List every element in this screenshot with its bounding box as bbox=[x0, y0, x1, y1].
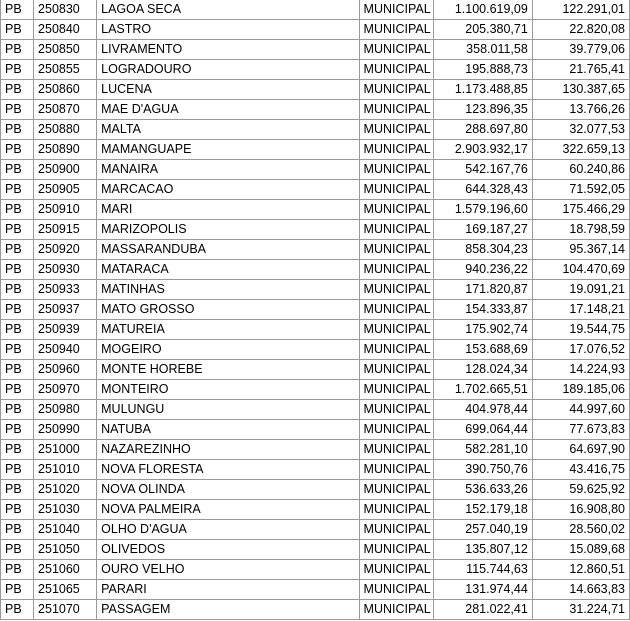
municipality-name-cell: MARCACAO bbox=[97, 180, 359, 200]
municipality-name-cell: OURO VELHO bbox=[97, 560, 359, 580]
table-row bbox=[1, 0, 630, 20]
code-cell: 250930 bbox=[34, 260, 97, 280]
code-cell: 250915 bbox=[34, 220, 97, 240]
code-cell: 250855 bbox=[34, 60, 97, 80]
table-row bbox=[1, 280, 630, 300]
state-cell: PB bbox=[1, 340, 34, 360]
state-cell: PB bbox=[1, 40, 34, 60]
state-cell: PB bbox=[1, 100, 34, 120]
code-cell: 251040 bbox=[34, 520, 97, 540]
share-cell: 322.659,13 bbox=[532, 140, 629, 160]
share-cell: 21.765,41 bbox=[532, 60, 629, 80]
code-cell: 250880 bbox=[34, 120, 97, 140]
municipality-name-cell: MANAIRA bbox=[97, 160, 359, 180]
state-cell: PB bbox=[1, 480, 34, 500]
municipality-name-cell: NATUBA bbox=[97, 420, 359, 440]
table-row bbox=[1, 200, 630, 220]
type-cell: MUNICIPAL bbox=[359, 360, 433, 380]
type-cell: MUNICIPAL bbox=[359, 420, 433, 440]
table-row bbox=[1, 380, 630, 400]
municipality-name-cell: MULUNGU bbox=[97, 400, 359, 420]
table-row bbox=[1, 500, 630, 520]
code-cell: 250980 bbox=[34, 400, 97, 420]
code-cell: 250990 bbox=[34, 420, 97, 440]
type-cell: MUNICIPAL bbox=[359, 40, 433, 60]
code-cell: 250900 bbox=[34, 160, 97, 180]
code-cell: 250910 bbox=[34, 200, 97, 220]
state-cell: PB bbox=[1, 300, 34, 320]
type-cell: MUNICIPAL bbox=[359, 300, 433, 320]
amount-cell: 153.688,69 bbox=[433, 340, 532, 360]
amount-cell: 175.902,74 bbox=[433, 320, 532, 340]
table-row bbox=[1, 160, 630, 180]
amount-cell: 536.633,26 bbox=[433, 480, 532, 500]
share-cell: 28.560,02 bbox=[532, 520, 629, 540]
code-cell: 251060 bbox=[34, 560, 97, 580]
share-cell: 14.224,93 bbox=[532, 360, 629, 380]
municipality-name-cell: MOGEIRO bbox=[97, 340, 359, 360]
table-row bbox=[1, 120, 630, 140]
type-cell: MUNICIPAL bbox=[359, 180, 433, 200]
amount-cell: 390.750,76 bbox=[433, 460, 532, 480]
table-row bbox=[1, 360, 630, 380]
municipality-name-cell: PARARI bbox=[97, 580, 359, 600]
municipality-name-cell: LUCENA bbox=[97, 80, 359, 100]
municipality-name-cell: MATO GROSSO bbox=[97, 300, 359, 320]
table-row bbox=[1, 320, 630, 340]
amount-cell: 171.820,87 bbox=[433, 280, 532, 300]
type-cell: MUNICIPAL bbox=[359, 400, 433, 420]
type-cell: MUNICIPAL bbox=[359, 120, 433, 140]
share-cell: 77.673,83 bbox=[532, 420, 629, 440]
code-cell: 250860 bbox=[34, 80, 97, 100]
code-cell: 250933 bbox=[34, 280, 97, 300]
state-cell: PB bbox=[1, 120, 34, 140]
share-cell: 43.416,75 bbox=[532, 460, 629, 480]
type-cell: MUNICIPAL bbox=[359, 260, 433, 280]
code-cell: 250830 bbox=[34, 0, 97, 20]
table-row bbox=[1, 140, 630, 160]
amount-cell: 115.744,63 bbox=[433, 560, 532, 580]
type-cell: MUNICIPAL bbox=[359, 540, 433, 560]
amount-cell: 542.167,76 bbox=[433, 160, 532, 180]
municipality-name-cell: LASTRO bbox=[97, 20, 359, 40]
type-cell: MUNICIPAL bbox=[359, 0, 433, 20]
municipality-name-cell: OLHO D'AGUA bbox=[97, 520, 359, 540]
code-cell: 250970 bbox=[34, 380, 97, 400]
type-cell: MUNICIPAL bbox=[359, 520, 433, 540]
municipality-name-cell: MATUREIA bbox=[97, 320, 359, 340]
table-row bbox=[1, 480, 630, 500]
share-cell: 71.592,05 bbox=[532, 180, 629, 200]
share-cell: 15.089,68 bbox=[532, 540, 629, 560]
municipality-name-cell: MATINHAS bbox=[97, 280, 359, 300]
state-cell: PB bbox=[1, 60, 34, 80]
table-row bbox=[1, 40, 630, 60]
type-cell: MUNICIPAL bbox=[359, 240, 433, 260]
amount-cell: 288.697,80 bbox=[433, 120, 532, 140]
code-cell: 250890 bbox=[34, 140, 97, 160]
type-cell: MUNICIPAL bbox=[359, 320, 433, 340]
share-cell: 122.291,01 bbox=[532, 0, 629, 20]
municipality-name-cell: MALTA bbox=[97, 120, 359, 140]
share-cell: 95.367,14 bbox=[532, 240, 629, 260]
table-row bbox=[1, 580, 630, 600]
table-row bbox=[1, 300, 630, 320]
type-cell: MUNICIPAL bbox=[359, 480, 433, 500]
state-cell: PB bbox=[1, 520, 34, 540]
code-cell: 251030 bbox=[34, 500, 97, 520]
amount-cell: 582.281,10 bbox=[433, 440, 532, 460]
share-cell: 13.766,26 bbox=[532, 100, 629, 120]
share-cell: 44.997,60 bbox=[532, 400, 629, 420]
table-row bbox=[1, 600, 630, 620]
share-cell: 59.625,92 bbox=[532, 480, 629, 500]
municipality-name-cell: LAGOA SECA bbox=[97, 0, 359, 20]
code-cell: 250905 bbox=[34, 180, 97, 200]
municipality-name-cell: MARI bbox=[97, 200, 359, 220]
municipality-name-cell: NOVA OLINDA bbox=[97, 480, 359, 500]
amount-cell: 281.022,41 bbox=[433, 600, 532, 620]
share-cell: 104.470,69 bbox=[532, 260, 629, 280]
municipality-name-cell: NAZAREZINHO bbox=[97, 440, 359, 460]
municipality-name-cell: LIVRAMENTO bbox=[97, 40, 359, 60]
table-body bbox=[1, 0, 630, 620]
municipality-name-cell: MATARACA bbox=[97, 260, 359, 280]
type-cell: MUNICIPAL bbox=[359, 460, 433, 480]
state-cell: PB bbox=[1, 280, 34, 300]
municipality-name-cell: MARIZOPOLIS bbox=[97, 220, 359, 240]
table-row bbox=[1, 20, 630, 40]
table-row bbox=[1, 560, 630, 580]
municipality-name-cell: PASSAGEM bbox=[97, 600, 359, 620]
amount-cell: 1.100.619,09 bbox=[433, 0, 532, 20]
state-cell: PB bbox=[1, 320, 34, 340]
share-cell: 17.148,21 bbox=[532, 300, 629, 320]
code-cell: 250940 bbox=[34, 340, 97, 360]
share-cell: 19.544,75 bbox=[532, 320, 629, 340]
type-cell: MUNICIPAL bbox=[359, 140, 433, 160]
amount-cell: 940.236,22 bbox=[433, 260, 532, 280]
share-cell: 130.387,65 bbox=[532, 80, 629, 100]
state-cell: PB bbox=[1, 140, 34, 160]
table-row bbox=[1, 60, 630, 80]
state-cell: PB bbox=[1, 380, 34, 400]
share-cell: 189.185,06 bbox=[532, 380, 629, 400]
state-cell: PB bbox=[1, 160, 34, 180]
municipality-name-cell: LOGRADOURO bbox=[97, 60, 359, 80]
share-cell: 22.820,08 bbox=[532, 20, 629, 40]
state-cell: PB bbox=[1, 220, 34, 240]
state-cell: PB bbox=[1, 0, 34, 20]
amount-cell: 123.896,35 bbox=[433, 100, 532, 120]
state-cell: PB bbox=[1, 400, 34, 420]
share-cell: 18.798,59 bbox=[532, 220, 629, 240]
state-cell: PB bbox=[1, 600, 34, 620]
type-cell: MUNICIPAL bbox=[359, 60, 433, 80]
share-cell: 12.860,51 bbox=[532, 560, 629, 580]
type-cell: MUNICIPAL bbox=[359, 380, 433, 400]
state-cell: PB bbox=[1, 460, 34, 480]
amount-cell: 404.978,44 bbox=[433, 400, 532, 420]
amount-cell: 205.380,71 bbox=[433, 20, 532, 40]
state-cell: PB bbox=[1, 80, 34, 100]
table-row bbox=[1, 240, 630, 260]
code-cell: 250850 bbox=[34, 40, 97, 60]
amount-cell: 1.702.665,51 bbox=[433, 380, 532, 400]
municipality-name-cell: MAMANGUAPE bbox=[97, 140, 359, 160]
state-cell: PB bbox=[1, 180, 34, 200]
state-cell: PB bbox=[1, 240, 34, 260]
type-cell: MUNICIPAL bbox=[359, 200, 433, 220]
municipality-name-cell: NOVA FLORESTA bbox=[97, 460, 359, 480]
state-cell: PB bbox=[1, 440, 34, 460]
table-row bbox=[1, 440, 630, 460]
type-cell: MUNICIPAL bbox=[359, 220, 433, 240]
amount-cell: 135.807,12 bbox=[433, 540, 532, 560]
amount-cell: 154.333,87 bbox=[433, 300, 532, 320]
code-cell: 250870 bbox=[34, 100, 97, 120]
code-cell: 250937 bbox=[34, 300, 97, 320]
type-cell: MUNICIPAL bbox=[359, 80, 433, 100]
share-cell: 14.663,83 bbox=[532, 580, 629, 600]
code-cell: 251000 bbox=[34, 440, 97, 460]
type-cell: MUNICIPAL bbox=[359, 100, 433, 120]
share-cell: 19.091,21 bbox=[532, 280, 629, 300]
type-cell: MUNICIPAL bbox=[359, 160, 433, 180]
share-cell: 32.077,53 bbox=[532, 120, 629, 140]
amount-cell: 858.304,23 bbox=[433, 240, 532, 260]
type-cell: MUNICIPAL bbox=[359, 560, 433, 580]
code-cell: 250939 bbox=[34, 320, 97, 340]
code-cell: 250840 bbox=[34, 20, 97, 40]
amount-cell: 2.903.932,17 bbox=[433, 140, 532, 160]
code-cell: 251050 bbox=[34, 540, 97, 560]
municipality-name-cell: MASSARANDUBA bbox=[97, 240, 359, 260]
type-cell: MUNICIPAL bbox=[359, 440, 433, 460]
state-cell: PB bbox=[1, 500, 34, 520]
state-cell: PB bbox=[1, 560, 34, 580]
table-row bbox=[1, 460, 630, 480]
state-cell: PB bbox=[1, 260, 34, 280]
municipality-name-cell: MONTEIRO bbox=[97, 380, 359, 400]
table-row bbox=[1, 340, 630, 360]
amount-cell: 1.173.488,85 bbox=[433, 80, 532, 100]
amount-cell: 152.179,18 bbox=[433, 500, 532, 520]
table-row bbox=[1, 180, 630, 200]
table-row bbox=[1, 220, 630, 240]
table-row bbox=[1, 400, 630, 420]
municipality-name-cell: OLIVEDOS bbox=[97, 540, 359, 560]
share-cell: 16.908,80 bbox=[532, 500, 629, 520]
type-cell: MUNICIPAL bbox=[359, 280, 433, 300]
type-cell: MUNICIPAL bbox=[359, 340, 433, 360]
table-row bbox=[1, 80, 630, 100]
table-row bbox=[1, 100, 630, 120]
amount-cell: 358.011,58 bbox=[433, 40, 532, 60]
amount-cell: 195.888,73 bbox=[433, 60, 532, 80]
type-cell: MUNICIPAL bbox=[359, 580, 433, 600]
municipality-name-cell: NOVA PALMEIRA bbox=[97, 500, 359, 520]
amount-cell: 699.064,44 bbox=[433, 420, 532, 440]
type-cell: MUNICIPAL bbox=[359, 20, 433, 40]
state-cell: PB bbox=[1, 420, 34, 440]
share-cell: 39.779,06 bbox=[532, 40, 629, 60]
amount-cell: 131.974,44 bbox=[433, 580, 532, 600]
table-row bbox=[1, 520, 630, 540]
municipality-name-cell: MAE D'AGUA bbox=[97, 100, 359, 120]
share-cell: 60.240,86 bbox=[532, 160, 629, 180]
code-cell: 250960 bbox=[34, 360, 97, 380]
table-row bbox=[1, 420, 630, 440]
table-row bbox=[1, 260, 630, 280]
state-cell: PB bbox=[1, 200, 34, 220]
code-cell: 250920 bbox=[34, 240, 97, 260]
amount-cell: 644.328,43 bbox=[433, 180, 532, 200]
amount-cell: 128.024,34 bbox=[433, 360, 532, 380]
code-cell: 251020 bbox=[34, 480, 97, 500]
amount-cell: 1.579.196,60 bbox=[433, 200, 532, 220]
code-cell: 251070 bbox=[34, 600, 97, 620]
state-cell: PB bbox=[1, 540, 34, 560]
type-cell: MUNICIPAL bbox=[359, 500, 433, 520]
code-cell: 251065 bbox=[34, 580, 97, 600]
share-cell: 175.466,29 bbox=[532, 200, 629, 220]
state-cell: PB bbox=[1, 360, 34, 380]
table-row bbox=[1, 540, 630, 560]
amount-cell: 169.187,27 bbox=[433, 220, 532, 240]
code-cell: 251010 bbox=[34, 460, 97, 480]
amount-cell: 257.040,19 bbox=[433, 520, 532, 540]
share-cell: 64.697,90 bbox=[532, 440, 629, 460]
state-cell: PB bbox=[1, 20, 34, 40]
state-cell: PB bbox=[1, 580, 34, 600]
share-cell: 17.076,52 bbox=[532, 340, 629, 360]
share-cell: 31.224,71 bbox=[532, 600, 629, 620]
type-cell: MUNICIPAL bbox=[359, 600, 433, 620]
municipality-name-cell: MONTE HOREBE bbox=[97, 360, 359, 380]
